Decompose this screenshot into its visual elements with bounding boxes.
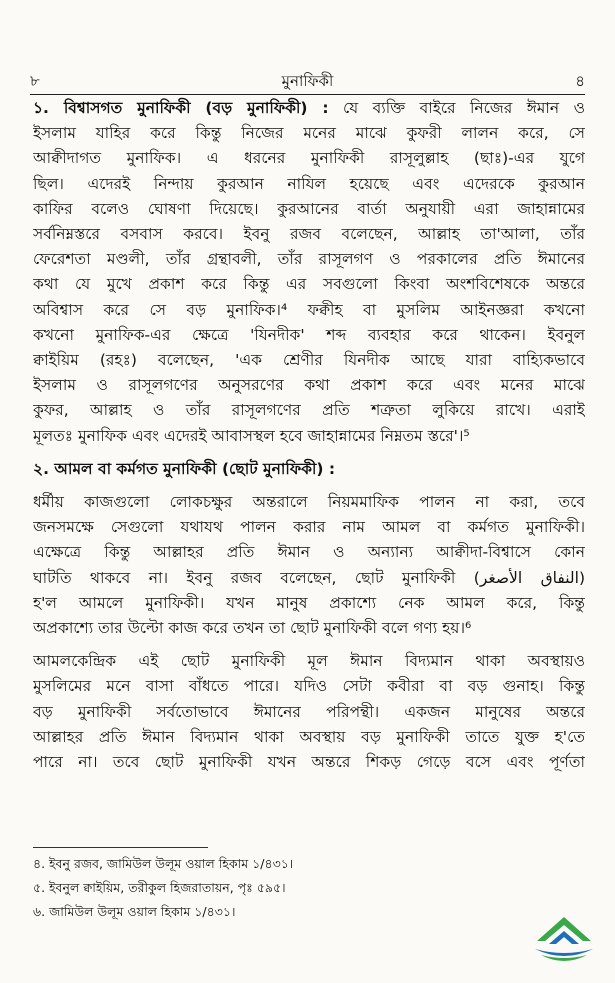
section1-heading: ১. বিশ্বাসগত মুনাফিকী (বড় মুনাফিকী) : bbox=[33, 99, 329, 117]
text-line: ক্বাইয়িম (রহঃ) বলেছেন, 'এক শ্রেণীর যিনদীক আছে যারা বাহ্যিকভাবে bbox=[33, 351, 585, 370]
text-line: আক্বীদাগত মুনাফিক। এ ধরনের মুনাফিকী রাসূলুল্লাহ (ছাঃ)-এর যুগে bbox=[33, 149, 585, 168]
text-line: ঘাটতি থাকবে না। ইবনু রজব বলেছেন, ছোট মুনাফিকী (النفاق الأصغر) bbox=[33, 568, 585, 587]
text-line: পারে না। তবে ছোট মুনাফিকী যখন অন্তরে শিকড় গেড়ে বসে এবং পূর্ণতা bbox=[33, 753, 585, 772]
section1-first-line-rest: যে ব্যক্তি বাইরে নিজের ঈমান ও bbox=[343, 99, 585, 117]
text-line: ইসলাম যাহির করে কিন্তু নিজের মনের মাঝে কুফরী লালন করে, সে bbox=[33, 124, 585, 143]
publisher-logo-icon bbox=[531, 911, 597, 963]
footnote-6: ৬. জামিউল উলূম ওয়াল হিকাম ১/৪৩১। bbox=[33, 904, 236, 919]
text-line: মূলতঃ মুনাফিক এবং এদেরই আবাসস্থল হবে জাহান্নামের নিম্নতম স্তরে'।⁵ bbox=[33, 426, 470, 445]
text-line: অবিশ্বাস করে সে বড় মুনাফিক।⁴ ফক্বীহ বা মুসলিম আইনজ্ঞরা কখনো bbox=[33, 300, 585, 319]
text-line: বড় মুনাফিকী সর্বতোভাবে ঈমানের পরিপন্থী। একজন মানুষের অন্তরে bbox=[33, 702, 585, 721]
section1-first-line bbox=[33, 96, 585, 121]
text-line: ছিল। এদেরই নিন্দায় কুরআন নাযিল হয়েছে এবং এদেরকে কুরআন bbox=[33, 174, 585, 193]
text-line: অপ্রকাশ্যে তার উল্টো কাজ করে তখন তা ছোট মুনাফিকী বলে গণ্য হয়।⁶ bbox=[33, 619, 472, 638]
text-line: আল্লাহর প্রতি ঈমান বিদ্যমান থাকা অবস্থায় বড় মুনাফিকী তাতে যুক্ত হ'তে bbox=[33, 727, 585, 746]
body-text bbox=[33, 96, 585, 775]
text-line: কখনো মুনাফিক-এর ক্ষেত্রে 'যিনদীক' শব্দ ব্যবহার করে থাকেন। ইবনুল bbox=[33, 325, 585, 344]
running-title: মুনাফিকী bbox=[281, 72, 334, 90]
text-line: মুসলিমের মনে বাসা বাঁধতে পারে। যদিও সেটা কবীরা বা বড় গুনাহ। কিন্তু bbox=[33, 677, 585, 696]
footnote-rule bbox=[33, 847, 208, 848]
text-line: এক্ষেত্রে কিন্তু আল্লাহর প্রতি ঈমান ও অন্যান্য আক্বীদা-বিশ্বাসে কোন bbox=[33, 543, 585, 562]
header-rule bbox=[30, 94, 585, 95]
footnote-4: ৪. ইবনু রজব, জামিউল উলূম ওয়াল হিকাম ১/৪৩১। bbox=[33, 856, 294, 871]
footnote-5: ৫. ইবনুল ক্বাইয়িম, তরীকুল হিজরাতায়ন, পৃঃ ৫৯৫। bbox=[33, 880, 286, 895]
text-line: কুফর, আল্লাহ ও তাঁর রাসূলগণের প্রতি শত্রুতা লুকিয়ে রাখে। এরাই bbox=[33, 401, 585, 420]
text-line: কথা যে মুখে প্রকাশ করে কিন্তু এর সবগুলো কিংবা অংশবিশেষকে অন্তরে bbox=[33, 275, 585, 294]
page-number-left: ৮ bbox=[30, 72, 40, 90]
text-line: হ'ল আমলে মুনাফিকী। যখন মানুষ প্রকাশ্যে নেক আমল করে, কিন্তু bbox=[33, 593, 585, 612]
text-line: ফেরেশতা মণ্ডলী, তাঁর গ্রন্থাবলী, তাঁর রাসূলগণ ও পরকালের প্রতি ঈমানের bbox=[33, 250, 585, 269]
text-line: জনসমক্ষে সেগুলো যথাযথ পালন করার নাম আমল বা কর্মগত মুনাফিকী। bbox=[33, 518, 585, 537]
section2-heading: ২. আমল বা কর্মগত মুনাফিকী (ছোট মুনাফিকী) : bbox=[33, 459, 336, 478]
text-line: ইসলাম ও রাসূলগণের অনুসরণের কথা প্রকাশ করে এবং মনের মাঝে bbox=[33, 376, 585, 395]
text-line: সর্বনিম্নস্তরে বসবাস করবে। ইবনু রজব বলেছেন, আল্লাহ তা'আলা, তাঁর bbox=[33, 225, 585, 244]
page-number-right: ৪ bbox=[575, 72, 585, 90]
page-header bbox=[30, 70, 585, 92]
text-line: আমলকেন্দ্রিক এই ছোট মুনাফিকী মূল ঈমান বিদ্যমান থাকা অবস্থায়ও bbox=[33, 652, 585, 671]
footnotes bbox=[33, 852, 293, 924]
text-line: কাফির বলেও ঘোষণা দিয়েছে। কুরআনের বার্তা অনুযায়ী এরা জাহান্নামের bbox=[33, 199, 585, 218]
text-line: ধর্মীয় কাজগুলো লোকচক্ষুর অন্তরালে নিয়মমাফিক পালন না করা, তবে bbox=[33, 493, 585, 512]
